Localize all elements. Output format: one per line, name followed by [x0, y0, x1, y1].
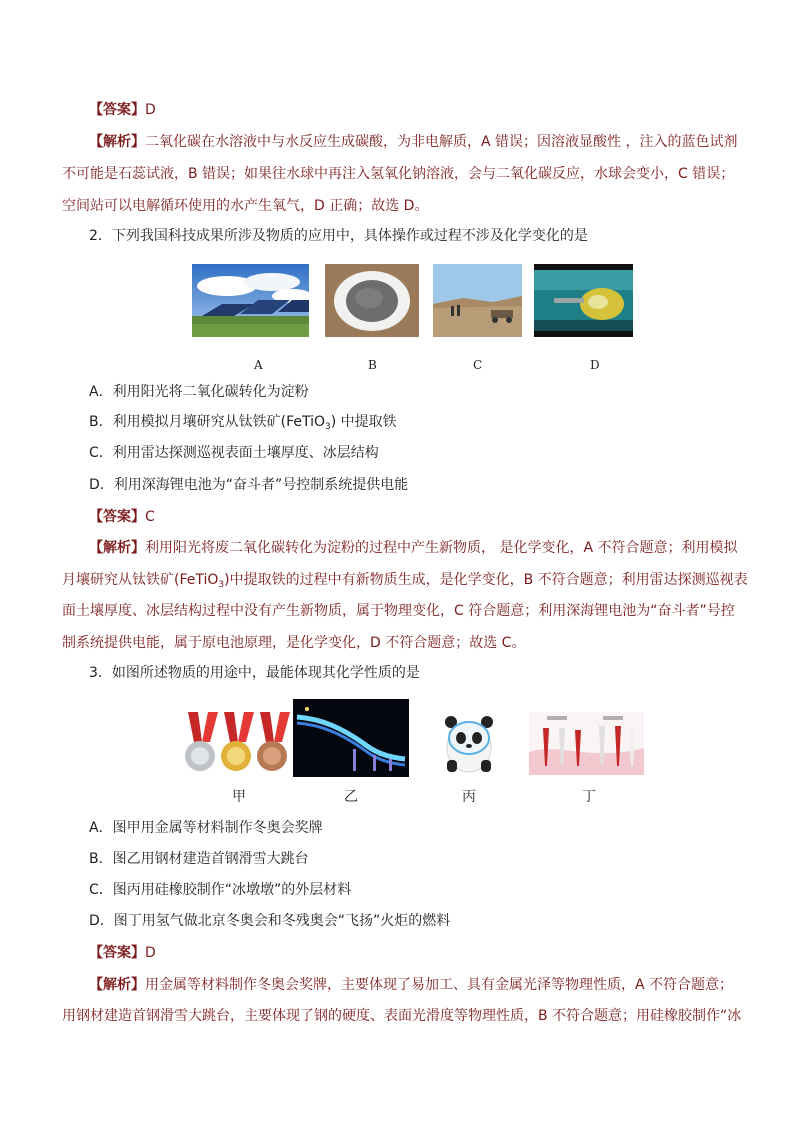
q3-option-d: D．图丁用氢气做北京冬奥会和冬残奥会“飞扬”火炬的燃料 [89, 913, 451, 929]
olympic-torch-image [529, 712, 644, 775]
q2-caption-c: C [473, 358, 483, 372]
answer-value: C [145, 509, 155, 525]
q2-option-b: B．利用模拟月壤研究从钛铁矿(FeTiO$_3$) 中提取铁 [89, 414, 397, 432]
q2-option-a: A．利用阳光将二氧化碳转化为淀粉 [89, 384, 309, 400]
answer-tag: 【答案】 [89, 945, 145, 961]
q2-caption-b: B [368, 358, 377, 372]
q3-stem: 3．如图所述物质的用途中，最能体现其化学性质的是 [89, 665, 420, 681]
q3-option-a: A．图甲用金属等材料制作冬奥会奖牌 [89, 820, 323, 836]
q1-answer-line [89, 100, 156, 120]
answer-value: D [145, 945, 156, 961]
q3-caption-bing: 丙 [462, 789, 476, 805]
analysis-tag: 【解析】 [89, 134, 145, 150]
q2-stem: 2．下列我国科技成果所涉及物质的应用中，具体操作或过程不涉及化学变化的是 [89, 228, 588, 244]
olympic-medals-image [180, 712, 290, 774]
q3-caption-jia: 甲 [232, 789, 246, 805]
solar-panel-image [192, 264, 309, 337]
q2-answer-line [89, 507, 155, 527]
q3-option-c: C．图丙用硅橡胶制作“冰墩墩”的外层材料 [89, 882, 352, 898]
q3-analysis-line-2: 用钢材建造首钢滑雪大跳台，主要体现了钢的硬度、表面光滑度等物理性质，B 不符合题意；用硅橡胶制作“冰 [62, 1008, 742, 1024]
deep-sea-submersible-image [534, 264, 633, 337]
q1-analysis-line-1: 【解析】二氧化碳在水溶液中与水反应生成碳酸，为非电解质，A 错误；因溶液显酸性 ，注入的蓝色试剂 [89, 134, 738, 150]
q3-answer-line [89, 943, 156, 963]
q2-analysis-line-2: 月壤研究从钛铁矿(FeTiO$_3$)中提取铁的过程中有新物质生成，是化学变化，B 不符合题意；利用雷达探测巡视表 [62, 572, 748, 590]
q3-caption-yi: 乙 [344, 789, 358, 805]
q2-option-d: D．利用深海锂电池为“奋斗者”号控制系统提供电能 [89, 477, 409, 493]
q2-analysis-line-1: 【解析】利用阳光将废二氧化碳转化为淀粉的过程中产生新物质， 是化学变化，A 不符合题意；利用模拟 [89, 540, 738, 556]
answer-tag: 【答案】 [89, 102, 145, 118]
q2-caption-a: A [254, 358, 263, 372]
q2-analysis-line-3: 面土壤厚度、冰层结构过程中没有产生新物质，属于物理变化，C 符合题意；利用深海锂电池为“奋斗者”号控 [62, 603, 735, 619]
q3-analysis-line-1: 【解析】用金属等材料制作冬奥会奖牌，主要体现了易加工、具有金属光泽等物理性质，A 不符合题意； [89, 977, 734, 993]
answer-tag: 【答案】 [89, 509, 145, 525]
q1-analysis-line-3: 空间站可以电解循环使用的水产生氧气，D 正确；故选 D。 [62, 198, 429, 214]
q3-caption-ding: 丁 [582, 789, 596, 805]
q1-analysis-line-2: 不可能是石蕊试液，B 错误；如果往水球中再注入氢氧化钠溶液，会与二氧化碳反应，水球会变小，C 错误； [62, 166, 735, 182]
lunar-soil-image [325, 264, 419, 337]
q2-analysis-line-4: 制系统提供电能，属于原电池原理，是化学变化，D 不符合题意；故选 C。 [62, 635, 526, 651]
q3-option-b: B．图乙用钢材建造首钢滑雪大跳台 [89, 851, 309, 867]
q2-option-c: C．利用雷达探测巡视表面土壤厚度、冰层结构 [89, 445, 379, 461]
answer-value: D [145, 102, 156, 118]
q2-caption-d: D [590, 358, 600, 372]
radar-desert-image [433, 264, 522, 337]
bing-dwen-dwen-image [437, 708, 502, 776]
ski-jump-image [293, 699, 409, 777]
analysis-tag: 【解析】 [89, 977, 145, 993]
analysis-tag: 【解析】 [89, 540, 145, 556]
